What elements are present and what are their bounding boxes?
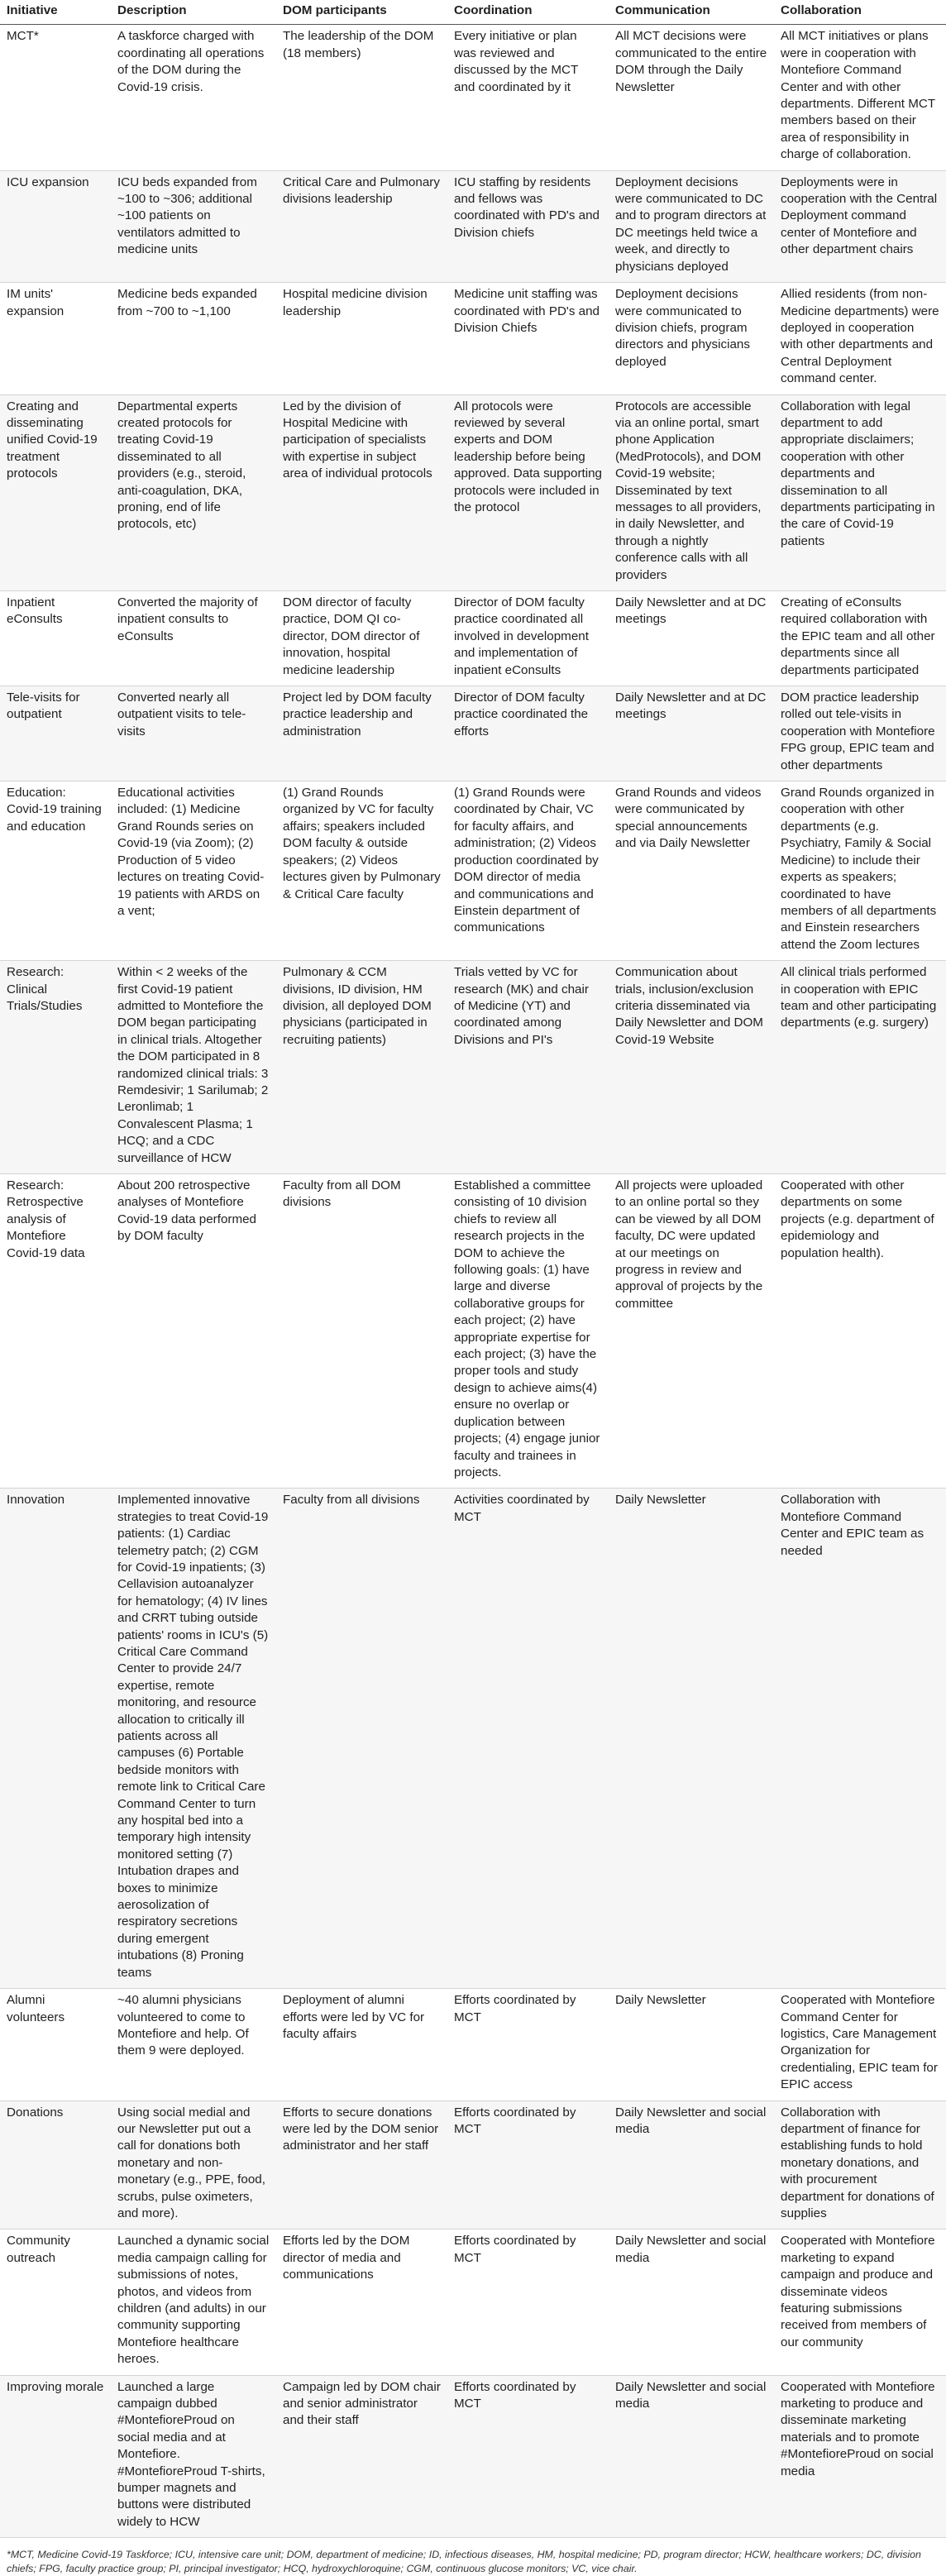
cell-initiative: Research: Retrospective analysis of Montefiore Covid-19 data: [0, 1174, 111, 1489]
cell-collaboration: Collaboration with legal department to add appropriate disclaimers; cooperation with other departments and dissemination to all departments participating in the care of Covid-19 patients: [774, 394, 946, 590]
cell-initiative: Creating and disseminating unified Covid-19 treatment protocols: [0, 394, 111, 590]
cell-coordination: Activities coordinated by MCT: [447, 1489, 609, 1989]
cell-dom-participants: Hospital medicine division leadership: [276, 283, 447, 394]
cell-initiative: Innovation: [0, 1489, 111, 1989]
cell-dom-participants: Efforts led by the DOM director of media and communications: [276, 2230, 447, 2375]
cell-description: Departmental experts created protocols for treating Covid-19 disseminated to all providers (e.g., steroid, anti-coagulation, DKA, proning, end of life protocols, etc): [111, 394, 276, 590]
cell-dom-participants: Deployment of alumni efforts were led by VC for faculty affairs: [276, 1989, 447, 2100]
cell-dom-participants: Project led by DOM faculty practice leadership and administration: [276, 686, 447, 781]
table-row: [0, 25, 946, 170]
cell-initiative: IM units' expansion: [0, 283, 111, 394]
cell-dom-participants: (1) Grand Rounds organized by VC for faculty affairs; speakers included DOM faculty & outside speakers; (2) Videos lectures given by Pulmonary & Critical Care faculty: [276, 781, 447, 961]
cell-communication: All projects were uploaded to an online portal so they can be viewed by all DOM faculty, DC were updated at our meetings on progress in review and approval of projects by the committee: [609, 1174, 774, 1489]
cell-dom-participants: DOM director of faculty practice, DOM QI co-director, DOM director of innovation, hospital medicine leadership: [276, 591, 447, 686]
cell-description: Using social medial and our Newsletter put out a call for donations both monetary and non-monetary (e.g., PPE, food, scrubs, pulse oximeters, and more).: [111, 2100, 276, 2230]
cell-initiative: Donations: [0, 2100, 111, 2230]
header-communication: Communication: [609, 0, 774, 25]
cell-collaboration: All MCT initiatives or plans were in cooperation with Montefiore Command Center and with other departments. Different MCT members based on their area of responsibility in charge of collaboration.: [774, 25, 946, 170]
table-row: [0, 1174, 946, 1489]
cell-coordination: Trials vetted by VC for research (MK) and chair of Medicine (YT) and coordinated among Divisions and PI's: [447, 961, 609, 1174]
cell-description: Educational activities included: (1) Medicine Grand Rounds series on Covid-19 (via Zoom); (2) Production of 5 video lectures on treating Covid-19 patients with ARDS on a vent;: [111, 781, 276, 961]
cell-coordination: All protocols were reviewed by several experts and DOM leadership before being approved. Data supporting protocols were included in the protocol: [447, 394, 609, 590]
cell-initiative: Improving morale: [0, 2375, 111, 2538]
header-coordination: Coordination: [447, 0, 609, 25]
cell-dom-participants: The leadership of the DOM (18 members): [276, 25, 447, 170]
cell-dom-participants: Faculty from all divisions: [276, 1489, 447, 1989]
cell-communication: Communication about trials, inclusion/exclusion criteria disseminated via Daily Newsletter and DOM Covid-19 Website: [609, 961, 774, 1174]
cell-communication: Daily Newsletter and at DC meetings: [609, 591, 774, 686]
cell-coordination: Medicine unit staffing was coordinated with PD's and Division Chiefs: [447, 283, 609, 394]
table-row: [0, 686, 946, 781]
cell-coordination: Director of DOM faculty practice coordinated all involved in development and implementation of inpatient eConsults: [447, 591, 609, 686]
table-row: [0, 961, 946, 1174]
cell-dom-participants: Faculty from all DOM divisions: [276, 1174, 447, 1489]
cell-communication: Daily Newsletter and social media: [609, 2230, 774, 2375]
cell-initiative: Tele-visits for outpatient: [0, 686, 111, 781]
table-row: [0, 2230, 946, 2375]
cell-coordination: Efforts coordinated by MCT: [447, 1989, 609, 2100]
cell-collaboration: Deployments were in cooperation with the Central Deployment command center of Montefiore and other department chairs: [774, 170, 946, 282]
cell-coordination: Every initiative or plan was reviewed and discussed by the MCT and coordinated by it: [447, 25, 609, 170]
cell-communication: Daily Newsletter and at DC meetings: [609, 686, 774, 781]
cell-description: Implemented innovative strategies to treat Covid-19 patients: (1) Cardiac telemetry patch; (2) CGM for Covid-19 inpatients; (3) Cellavision autoanalyzer for hematology; (4) IV lines and CRRT tubing outside patients' rooms in ICU's (5) Critical Care Command Center to provide 24/7 expertise, remote monitoring, and resource allocation to critically ill patients across all campuses (6) Portable bedside monitors with remote link to Critical Care Command Center to turn any hospital bed into a temporary high intensity monitored setting (7) Intubation drapes and boxes to minimize aerosolization of respiratory secretions during emergent intubations (8) Proning teams: [111, 1489, 276, 1989]
cell-communication: Grand Rounds and videos were communicated by special announcements and via Daily Newsletter: [609, 781, 774, 961]
cell-collaboration: All clinical trials performed in cooperation with EPIC team and other participating departments (e.g. surgery): [774, 961, 946, 1174]
header-initiative: Initiative: [0, 0, 111, 25]
cell-collaboration: Cooperated with Montefiore marketing to expand campaign and produce and disseminate videos featuring submissions received from members of our community: [774, 2230, 946, 2375]
header-dom-participants: DOM participants: [276, 0, 447, 25]
cell-collaboration: Creating of eConsults required collaboration with the EPIC team and all other departments since all departments participated: [774, 591, 946, 686]
cell-coordination: Established a committee consisting of 10 division chiefs to review all research projects in the DOM to achieve the following goals: (1) have large and diverse collaborative groups for each project; (2) have appropriate expertise for each project; (3) have the proper tools and study design to achieve aims(4) ensure no overlap or duplication between projects; (4) engage junior faculty and trainees in projects.: [447, 1174, 609, 1489]
cell-initiative: Education: Covid-19 training and education: [0, 781, 111, 961]
cell-dom-participants: Pulmonary & CCM divisions, ID division, HM division, all deployed DOM physicians (participated in recruiting patients): [276, 961, 447, 1174]
cell-initiative: Community outreach: [0, 2230, 111, 2375]
cell-coordination: Director of DOM faculty practice coordinated the efforts: [447, 686, 609, 781]
table-row: [0, 2100, 946, 2230]
table-header-row: [0, 0, 946, 25]
cell-description: Converted the majority of inpatient consults to eConsults: [111, 591, 276, 686]
cell-dom-participants: Efforts to secure donations were led by the DOM senior administrator and her staff: [276, 2100, 447, 2230]
table-row: [0, 1489, 946, 1989]
cell-collaboration: DOM practice leadership rolled out tele-visits in cooperation with Montefiore FPG group, EPIC team and other departments: [774, 686, 946, 781]
cell-collaboration: Collaboration with Montefiore Command Center and EPIC team as needed: [774, 1489, 946, 1989]
cell-dom-participants: Campaign led by DOM chair and senior administrator and their staff: [276, 2375, 447, 2538]
header-collaboration: Collaboration: [774, 0, 946, 25]
cell-coordination: Efforts coordinated by MCT: [447, 2375, 609, 2538]
cell-description: About 200 retrospective analyses of Montefiore Covid-19 data performed by DOM faculty: [111, 1174, 276, 1489]
cell-description: Launched a dynamic social media campaign calling for submissions of notes, photos, and videos from children (and adults) in our community supporting Montefiore healthcare heroes.: [111, 2230, 276, 2375]
cell-description: Medicine beds expanded from ~700 to ~1,100: [111, 283, 276, 394]
cell-collaboration: Collaboration with department of finance for establishing funds to hold monetary donations, and with procurement department for donations of supplies: [774, 2100, 946, 2230]
cell-communication: All MCT decisions were communicated to the entire DOM through the Daily Newsletter: [609, 25, 774, 170]
cell-description: Launched a large campaign dubbed #MontefioreProud on social media and at Montefiore. #MontefioreProud T-shirts, bumper magnets and buttons were distributed widely to HCW: [111, 2375, 276, 2538]
cell-initiative: Alumni volunteers: [0, 1989, 111, 2100]
table-row: [0, 394, 946, 590]
cell-communication: Daily Newsletter: [609, 1989, 774, 2100]
cell-collaboration: Allied residents (from non-Medicine departments) were deployed in cooperation with other departments and Central Deployment command center.: [774, 283, 946, 394]
table-row: [0, 283, 946, 394]
cell-coordination: ICU staffing by residents and fellows was coordinated with PD's and Division chiefs: [447, 170, 609, 282]
cell-communication: Deployment decisions were communicated to division chiefs, program directors and physicians deployed: [609, 283, 774, 394]
cell-initiative: Inpatient eConsults: [0, 591, 111, 686]
cell-communication: Deployment decisions were communicated to DC and to program directors at DC meetings held twice a week, and directly to physicians deployed: [609, 170, 774, 282]
cell-collaboration: Grand Rounds organized in cooperation with other departments (e.g. Psychiatry, Family & Social Medicine) to include their experts as speakers; coordinated to have members of all departments and Einstein researchers attend the Zoom lectures: [774, 781, 946, 961]
cell-communication: Daily Newsletter: [609, 1489, 774, 1989]
cell-description: Converted nearly all outpatient visits to tele-visits: [111, 686, 276, 781]
table-row: [0, 781, 946, 961]
cell-description: A taskforce charged with coordinating all operations of the DOM during the Covid-19 crisis.: [111, 25, 276, 170]
cell-collaboration: Cooperated with Montefiore marketing to produce and disseminate marketing materials and to promote #MontefioreProud on social media: [774, 2375, 946, 2538]
cell-initiative: ICU expansion: [0, 170, 111, 282]
table-row: [0, 2375, 946, 2538]
cell-dom-participants: Critical Care and Pulmonary divisions leadership: [276, 170, 447, 282]
cell-description: Within < 2 weeks of the first Covid-19 patient admitted to Montefiore the DOM began participating in clinical trials. Altogether the DOM participated in 8 randomized clinical trials: 3 Remdesivir; 1 Sarilumab; 2 Leronlimab; 1 Convalescent Plasma; 1 HCQ; and a CDC surveillance of HCW: [111, 961, 276, 1174]
cell-collaboration: Cooperated with other departments on some projects (e.g. department of epidemiology and population health).: [774, 1174, 946, 1489]
table-row: [0, 591, 946, 686]
cell-dom-participants: Led by the division of Hospital Medicine with participation of specialists with expertise in subject area of individual protocols: [276, 394, 447, 590]
cell-coordination: Efforts coordinated by MCT: [447, 2230, 609, 2375]
cell-initiative: MCT*: [0, 25, 111, 170]
cell-initiative: Research: Clinical Trials/Studies: [0, 961, 111, 1174]
table-row: [0, 1989, 946, 2100]
header-description: Description: [111, 0, 276, 25]
cell-communication: Protocols are accessible via an online portal, smart phone Application (MedProtocols), and DOM Covid-19 website; Disseminated by text messages to all providers, in daily Newsletter, and through a nightly conference calls with all providers: [609, 394, 774, 590]
table-footnote: *MCT, Medicine Covid-19 Taskforce; ICU, intensive care unit; DOM, department of medicine; ID, infectious diseases, HM, hospital medicine; PD, program director; HCW, healthcare workers; DC, division chiefs; FPG, faculty practice group; PI, principal investigator; HCQ, hydroxychloroquine; CGM, continuous glucose monitors; VC, vice chair.: [7, 2549, 921, 2575]
cell-communication: Daily Newsletter and social media: [609, 2100, 774, 2230]
cell-coordination: (1) Grand Rounds were coordinated by Chair, VC for faculty affairs, and administration; (2) Videos production coordinated by DOM director of media and communications and Einstein department of communications: [447, 781, 609, 961]
table-body: [0, 25, 946, 2538]
table-row: [0, 170, 946, 282]
cell-description: ~40 alumni physicians volunteered to come to Montefiore and help. Of them 9 were deployed.: [111, 1989, 276, 2100]
cell-description: ICU beds expanded from ~100 to ~306; additional ~100 patients on ventilators admitted to medicine units: [111, 170, 276, 282]
cell-collaboration: Cooperated with Montefiore Command Center for logistics, Care Management Organization for credentialing, EPIC team for EPIC access: [774, 1989, 946, 2100]
cell-communication: Daily Newsletter and social media: [609, 2375, 774, 2538]
cell-coordination: Efforts coordinated by MCT: [447, 2100, 609, 2230]
